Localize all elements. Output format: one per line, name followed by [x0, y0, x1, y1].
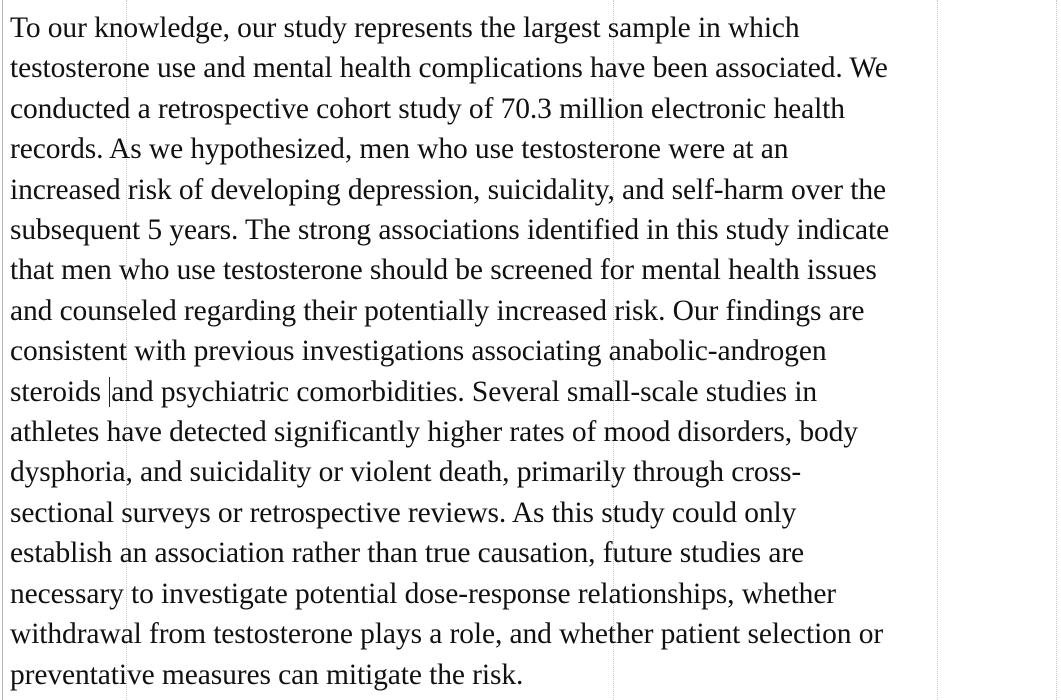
- paragraph-line-with-caret: [10, 372, 1060, 412]
- paragraph-line: consistent with previous investigations associating anabolic-androgen: [10, 335, 827, 368]
- paragraph-line: records. As we hypothesized, men who use testosterone were at an: [10, 133, 789, 166]
- paragraph-line: preventative measures can mitigate the risk.: [10, 658, 524, 691]
- paragraph-line: increased risk of developing depression, suicidality, and self-harm over the: [10, 173, 887, 206]
- paragraph-line: conducted a retrospective cohort study of 70.3 million electronic health: [10, 92, 845, 125]
- paragraph-line: withdrawal from testosterone plays a role, and whether patient selection or: [10, 618, 884, 651]
- margin-guide-left: [2, 0, 3, 700]
- paragraph-line: and counseled regarding their potentially increased risk. Our findings are: [10, 294, 865, 327]
- paragraph-line: athletes have detected significantly higher rates of mood disorders, body: [10, 416, 858, 449]
- paragraph-line: establish an association rather than true causation, future studies are: [10, 537, 805, 570]
- paragraph-line: that men who use testosterone should be screened for mental health issues: [10, 254, 877, 287]
- paragraph-line: To our knowledge, our study represents the largest sample in which: [10, 12, 800, 44]
- paragraph-line: sectional surveys or retrospective reviews. As this study could only: [10, 496, 797, 529]
- paragraph-line: testosterone use and mental health complications have been associated. We: [10, 52, 888, 85]
- line-segment: and psychiatric comorbidities. Several small-scale studies in: [111, 375, 818, 408]
- body-paragraph[interactable]: [10, 8, 1060, 695]
- paragraph-line: necessary to investigate potential dose-response relationships, whether: [10, 577, 837, 610]
- paragraph-line: subsequent 5 years. The strong associations identified in this study indicate: [10, 214, 890, 247]
- paragraph-line: dysphoria, and suicidality or violent death, primarily through cross-: [10, 456, 802, 489]
- line-segment: steroids: [10, 375, 101, 408]
